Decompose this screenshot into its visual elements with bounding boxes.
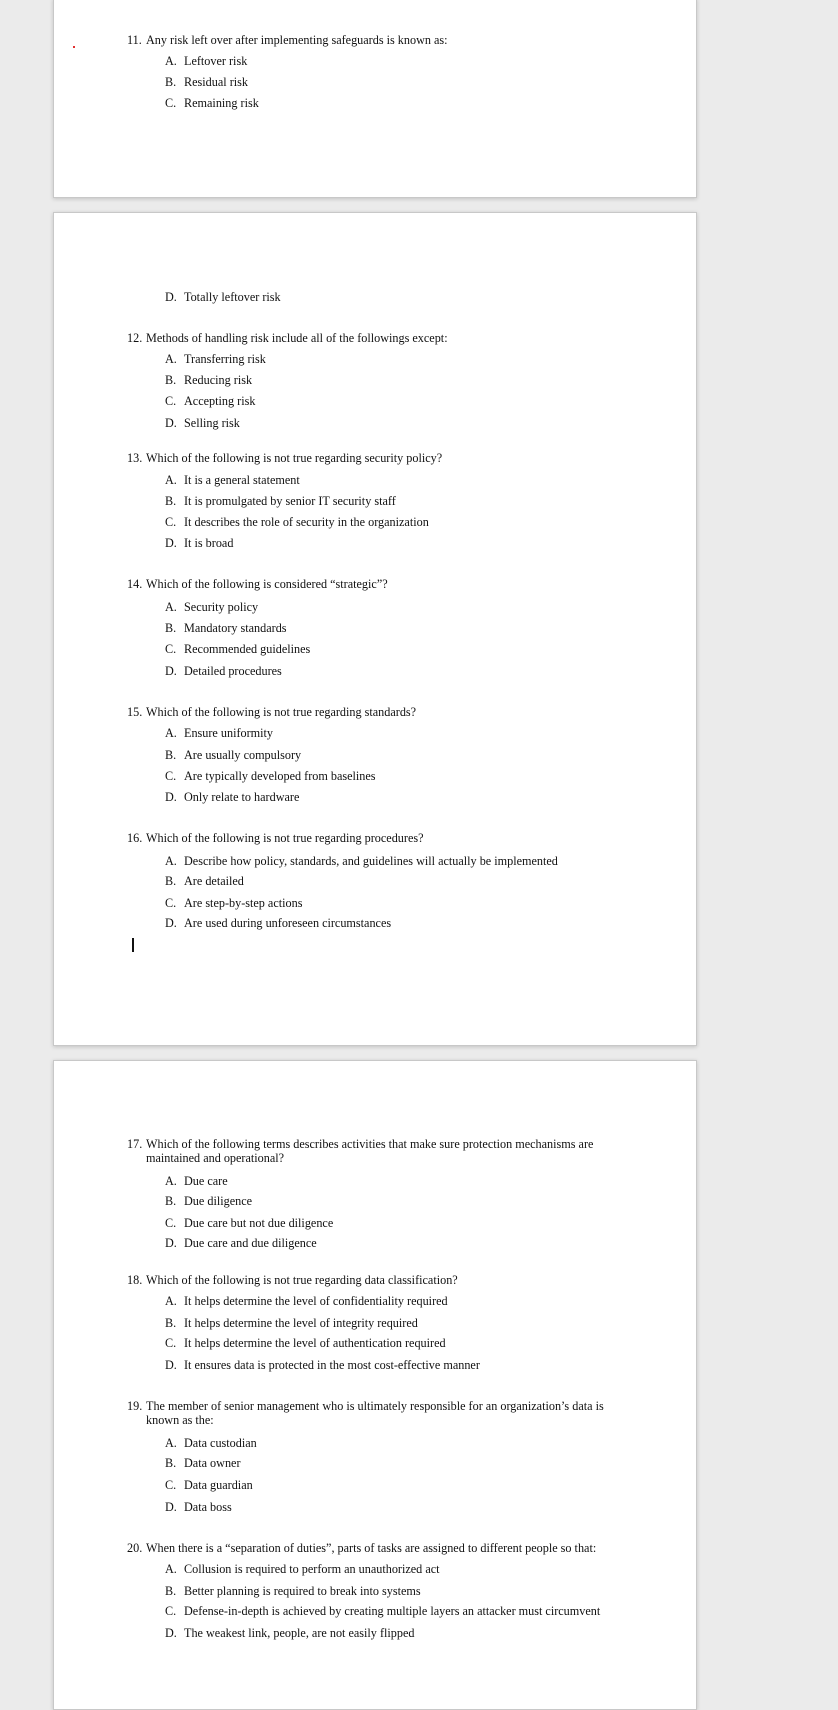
text-cursor[interactable]	[132, 938, 134, 952]
question-text: Which of the following is not true regarding security policy?	[146, 451, 443, 465]
question-text: Any risk left over after implementing safeguards is known as:	[146, 33, 448, 47]
option-20-c: C. Defense-in-depth is achieved by creating multiple layers an attacker must circumvent	[165, 1604, 601, 1618]
question-20	[127, 1542, 627, 1556]
option-12-b: B. Reducing risk	[165, 373, 253, 387]
option-15-a: A. Ensure uniformity	[165, 726, 274, 740]
option-17-d: D. Due care and due diligence	[165, 1236, 317, 1250]
question-16	[127, 832, 617, 846]
option-15-c: C. Are typically developed from baselines	[165, 769, 376, 783]
option-12-d: D. Selling risk	[165, 416, 240, 430]
question-12	[127, 332, 617, 346]
option-13-b: B. It is promulgated by senior IT security staff	[165, 494, 396, 508]
option-14-d: D. Detailed procedures	[165, 664, 282, 678]
question-number: 17.	[127, 1137, 143, 1151]
question-text: Methods of handling risk include all of the followings except:	[146, 331, 448, 345]
question-text: Which of the following is not true regarding procedures?	[146, 831, 424, 845]
question-number: 14.	[127, 577, 143, 591]
question-15	[127, 706, 617, 720]
question-number: 18.	[127, 1273, 143, 1287]
option-14-a: A. Security policy	[165, 600, 259, 614]
question-11	[127, 34, 617, 48]
option-16-d: D. Are used during unforeseen circumstances	[165, 916, 392, 930]
option-15-d: D. Only relate to hardware	[165, 790, 300, 804]
question-number: 13.	[127, 451, 143, 465]
option-13-c: C. It describes the role of security in the organization	[165, 515, 429, 529]
option-13-a: A. It is a general statement	[165, 473, 300, 487]
option-14-b: B. Mandatory standards	[165, 621, 287, 635]
option-16-b: B. Are detailed	[165, 874, 244, 888]
question-13	[127, 452, 617, 466]
question-text: Which of the following is considered “strategic”?	[146, 577, 388, 591]
option-18-d: D. It ensures data is protected in the most cost-effective manner	[165, 1358, 480, 1372]
option-18-a: A. It helps determine the level of confidentiality required	[165, 1294, 448, 1308]
option-18-b: B. It helps determine the level of integrity required	[165, 1316, 418, 1330]
option-13-d: D. It is broad	[165, 536, 234, 550]
question-number: 19.	[127, 1399, 143, 1413]
option-20-d: D. The weakest link, people, are not easily flipped	[165, 1626, 415, 1640]
option-11-d: D. Totally leftover risk	[165, 290, 281, 304]
option-16-a: A. Describe how policy, standards, and guidelines will actually be implemented	[165, 854, 558, 868]
option-17-b: B. Due diligence	[165, 1194, 253, 1208]
document-page-1	[53, 0, 697, 198]
option-20-a: A. Collusion is required to perform an unauthorized act	[165, 1562, 440, 1576]
question-17	[127, 1138, 617, 1165]
option-15-b: B. Are usually compulsory	[165, 748, 302, 762]
question-text: When there is a “separation of duties”, parts of tasks are assigned to different people so that:	[146, 1541, 597, 1555]
option-19-d: D. Data boss	[165, 1500, 232, 1514]
option-19-b: B. Data owner	[165, 1456, 241, 1470]
question-number: 12.	[127, 331, 143, 345]
option-19-a: A. Data custodian	[165, 1436, 257, 1450]
option-18-c: C. It helps determine the level of authentication required	[165, 1336, 446, 1350]
option-12-a: A. Transferring risk	[165, 352, 266, 366]
option-11-c: C. Remaining risk	[165, 96, 259, 110]
revision-marker	[73, 46, 75, 48]
question-text: Which of the following terms describes activities that make sure protection mechanisms are maintained and operational?	[146, 1137, 594, 1165]
question-text: The member of senior management who is ultimately responsible for an organization’s data is known as the:	[146, 1399, 604, 1427]
question-18	[127, 1274, 617, 1288]
question-number: 16.	[127, 831, 143, 845]
option-11-b: B. Residual risk	[165, 75, 248, 89]
option-17-c: C. Due care but not due diligence	[165, 1216, 334, 1230]
question-text: Which of the following is not true regarding data classification?	[146, 1273, 458, 1287]
question-number: 15.	[127, 705, 143, 719]
option-19-c: C. Data guardian	[165, 1478, 253, 1492]
question-number: 11.	[127, 33, 142, 47]
option-17-a: A. Due care	[165, 1174, 228, 1188]
question-14	[127, 578, 617, 592]
option-16-c: C. Are step-by-step actions	[165, 896, 303, 910]
question-19	[127, 1400, 617, 1427]
option-14-c: C. Recommended guidelines	[165, 642, 311, 656]
option-20-b: B. Better planning is required to break into systems	[165, 1584, 421, 1598]
option-12-c: C. Accepting risk	[165, 394, 256, 408]
question-number: 20.	[127, 1541, 143, 1555]
option-11-a: A. Leftover risk	[165, 54, 248, 68]
question-text: Which of the following is not true regarding standards?	[146, 705, 417, 719]
